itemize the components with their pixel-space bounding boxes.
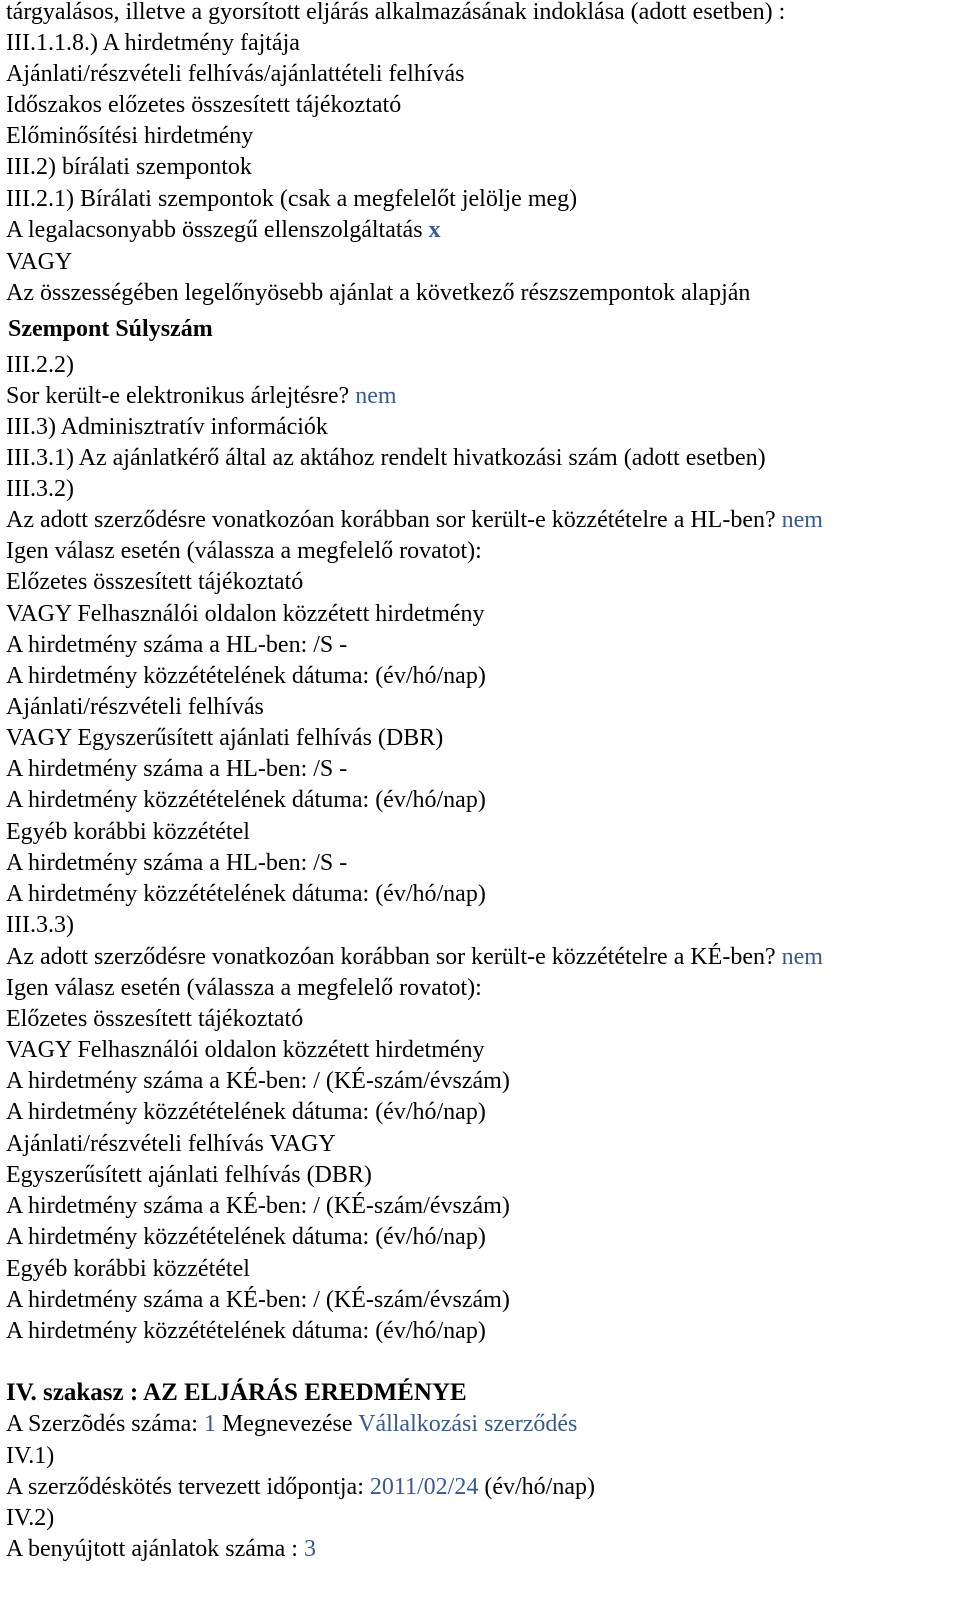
contract-number-value: 1: [203, 1411, 216, 1437]
text-line: Igen válasz esetén (válassza a megfelelő rovatot):: [6, 975, 482, 1001]
section-heading: IV.1): [6, 1443, 55, 1469]
section-heading: III.2.1) Bírálati szempontok (csak a megfelelőt jelölje meg): [6, 186, 578, 212]
text-line: tárgyalásos, illetve a gyorsított eljárás alkalmazásának indoklása (adott esetben) :: [6, 0, 786, 25]
question-text: Az adott szerződésre vonatkozóan korábban sor került-e közzétételre a KÉ-ben?: [6, 944, 776, 970]
text-line: Ajánlati/részvételi felhívás: [6, 694, 264, 720]
text-line: Időszakos előzetes összesített tájékoztató: [6, 92, 402, 118]
text-line: A hirdetmény közzétételének dátuma: (év/hó/nap): [6, 1224, 486, 1250]
text-line: Egyéb korábbi közzététel: [6, 819, 250, 845]
question-line: [6, 381, 397, 411]
question-line: [6, 942, 823, 972]
text-line: VAGY Felhasználói oldalon közzétett hirdetmény: [6, 1037, 485, 1063]
text-line: A hirdetmény száma a HL-ben: /S -: [6, 850, 348, 876]
text-line: A hirdetmény száma a KÉ-ben: / (KÉ-szám/évszám): [6, 1193, 510, 1219]
contract-number-label: A Szerzõdés száma:: [6, 1411, 198, 1437]
text-line: VAGY: [6, 249, 73, 275]
text-line: VAGY Felhasználói oldalon közzétett hirdetmény: [6, 601, 485, 627]
date-format: (év/hó/nap): [484, 1474, 595, 1500]
offers-value: 3: [303, 1536, 316, 1562]
section-heading: III.3) Adminisztratív információk: [6, 414, 328, 440]
text-line: A hirdetmény közzétételének dátuma: (év/hó/nap): [6, 1318, 486, 1344]
text-line: A hirdetmény száma a HL-ben: /S -: [6, 632, 348, 658]
section-heading: III.3.1) Az ajánlatkérő által az aktához rendelt hivatkozási szám (adott esetben): [6, 445, 766, 471]
question-text: Az adott szerződésre vonatkozóan korábban sor került-e közzétételre a HL-ben?: [6, 507, 776, 533]
answer-value: nem: [781, 507, 823, 533]
criterion-label: A legalacsonyabb összegű ellenszolgáltatás: [6, 217, 423, 243]
text-line: Előzetes összesített tájékoztató: [6, 569, 304, 595]
section-heading: IV.2): [6, 1505, 55, 1531]
section-heading: III.3.3): [6, 912, 74, 938]
text-line: A hirdetmény száma a KÉ-ben: / (KÉ-szám/évszám): [6, 1068, 510, 1094]
text-line: Ajánlati/részvételi felhívás/ajánlattételi felhívás: [6, 61, 465, 87]
text-line: Egyszerűsített ajánlati felhívás (DBR): [6, 1162, 372, 1188]
answer-value: nem: [355, 383, 397, 409]
section-title: IV. szakasz : AZ ELJÁRÁS EREDMÉNYE: [6, 1379, 467, 1406]
text-line: A hirdetmény száma a KÉ-ben: / (KÉ-szám/évszám): [6, 1287, 510, 1313]
criterion-line: [6, 215, 441, 245]
contract-name-label: Megnevezése: [221, 1411, 353, 1437]
offers-label: A benyújtott ajánlatok száma :: [6, 1536, 298, 1562]
contract-line: [6, 1409, 577, 1439]
section-heading: III.2.2): [6, 352, 74, 378]
text-line: VAGY Egyszerűsített ajánlati felhívás (DBR): [6, 725, 444, 751]
answer-value: nem: [781, 944, 823, 970]
text-line: Az összességében legelőnyösebb ajánlat a következő részszempontok alapján: [6, 280, 751, 306]
text-line: Igen válasz esetén (válassza a megfelelő rovatot):: [6, 538, 482, 564]
date-line: [6, 1472, 595, 1502]
text-line: Ajánlati/részvételi felhívás VAGY: [6, 1131, 336, 1157]
text-line: A hirdetmény közzétételének dátuma: (év/hó/nap): [6, 881, 486, 907]
table-header: Szempont Súlyszám: [8, 316, 213, 342]
selected-mark: x: [428, 217, 441, 243]
section-heading: III.3.2): [6, 476, 74, 502]
text-line: Előzetes összesített tájékoztató: [6, 1006, 304, 1032]
text-line: III.1.1.8.) A hirdetmény fajtája: [6, 30, 300, 56]
question-text: Sor került-e elektronikus árlejtésre?: [6, 383, 350, 409]
section-heading: III.2) bírálati szempontok: [6, 154, 252, 180]
text-line: A hirdetmény közzétételének dátuma: (év/hó/nap): [6, 663, 486, 689]
text-line: Egyéb korábbi közzététel: [6, 1256, 250, 1282]
text-line: A hirdetmény közzétételének dátuma: (év/hó/nap): [6, 787, 486, 813]
question-line: [6, 505, 823, 535]
offers-line: [6, 1534, 316, 1564]
date-label: A szerződéskötés tervezett időpontja:: [6, 1474, 364, 1500]
text-line: Előminősítési hirdetmény: [6, 123, 254, 149]
text-line: A hirdetmény száma a HL-ben: /S -: [6, 756, 348, 782]
text-line: A hirdetmény közzétételének dátuma: (év/hó/nap): [6, 1099, 486, 1125]
date-value: 2011/02/24: [369, 1474, 479, 1500]
contract-name-value: Vállalkozási szerződés: [358, 1411, 578, 1437]
